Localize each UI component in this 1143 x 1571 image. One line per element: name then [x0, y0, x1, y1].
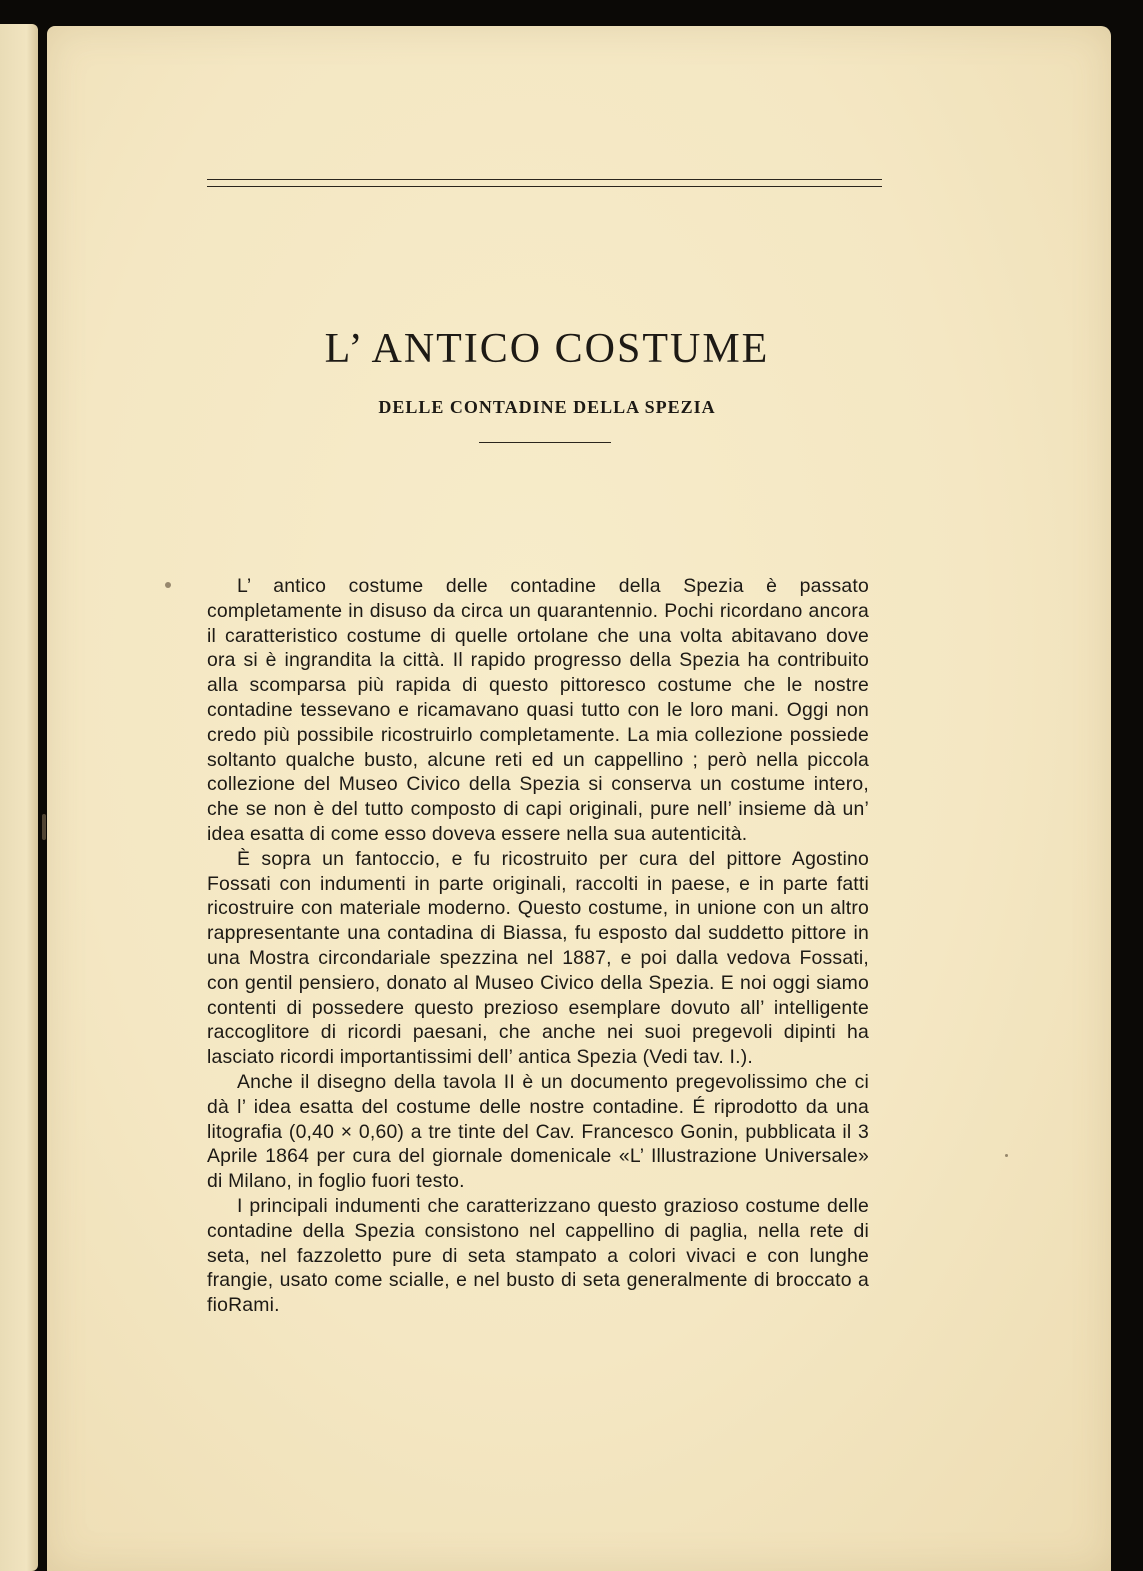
article-body	[207, 574, 869, 1318]
left-page-edge	[0, 24, 38, 1571]
paragraph: L’ antico costume delle contadine della Spezia è passato completamente in disuso da circa un quarantennio. Pochi ricordano ancora il caratteristico costume di quelle ortolane che una volta abitavano dove ora si è ingrandita la città. Il rapido progresso della Spezia ha contribuito alla scomparsa più rapida di questo pittoresco costume che le nostre contadine tessevano e ricamavano quasi tutto con le loro mani. Oggi non credo più possibile ricostruirlo completamente. La mia collezione possiede soltanto qualche busto, alcune reti ed un cappellino ; però nella piccola collezione del Museo Civico della Spezia si conserva un costume intero, che se non è del tutto composto di capi originali, pure nell’ insieme dà un’ idea esatta di come esso doveva essere nella sua autenticità.	[207, 575, 869, 845]
paper-spot	[165, 582, 171, 588]
header-double-rule	[207, 179, 882, 187]
title-divider	[479, 442, 611, 443]
article-title: L’ ANTICO COSTUME	[324, 326, 770, 372]
document-page	[47, 26, 1111, 1571]
paper-spot	[42, 814, 46, 840]
paragraph: I principali indumenti che caratterizzano questo grazioso costume delle contadine della Spezia consistono nel cappellino di paglia, nella rete di seta, nel fazzoletto pure di seta stampato a colori vivaci e con lunghe frangie, usato come scialle, e nel busto di seta generalmente di broccato a fioRami.	[207, 1194, 869, 1317]
article-subtitle: DELLE CONTADINE DELLA SPEZIA	[378, 397, 716, 417]
paper-spot	[1005, 1154, 1008, 1157]
paragraph: Anche il disegno della tavola II è un documento pregevolissimo che ci dà l’ idea esatta del costume delle nostre contadine. É riprodotto da una litografia (0,40 × 0,60) a tre tinte del Cav. Francesco Gonin, pubblicata il 3 Aprile 1864 per cura del giornale domenicale «L’ Illustrazione Universale» di Milano, in foglio fuori testo.	[207, 1070, 869, 1193]
paragraph: È sopra un fantoccio, e fu ricostruito per cura del pittore Agostino Fossati con indumenti in parte originali, raccolti in paese, e in parte fatti ricostruire con materiale moderno. Questo costume, in unione con un altro rappresentante una contadina di Biassa, fu esposto dal suddetto pittore in una Mostra circondariale spezzina nel 1887, e poi dalla vedova Fossati, con gentil pensiero, donato al Museo Civico della Spezia. E noi oggi siamo contenti di possedere questo prezioso esemplare dovuto all’ intelligente raccoglitore di ricordi paesani, che anche nei suoi pregevoli dipinti ha lasciato ricordi importantissimi dell’ antica Spezia (Vedi tav. I.).	[207, 847, 869, 1069]
